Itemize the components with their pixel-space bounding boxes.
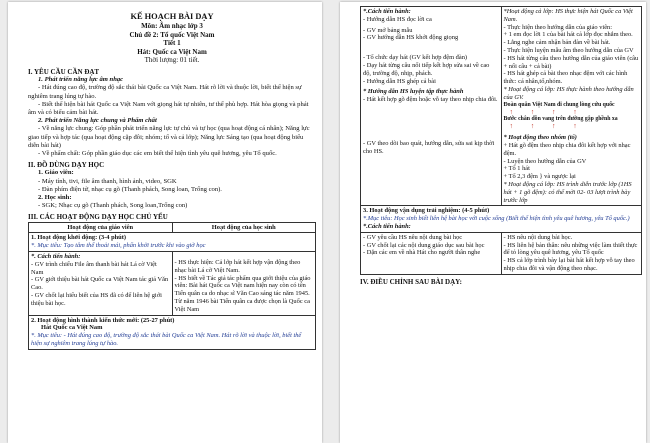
student-step: - HS hát từng câu theo hướng dẫn của giáo viên (câu + nối câu + cả bài) — [503, 54, 639, 70]
section-2-1-heading: 1. Giáo viên: — [38, 169, 74, 177]
table-header-row — [29, 222, 316, 233]
teacher-step: - GV trình chiếu File âm thanh bài hát Lá cờ Việt Nam — [31, 260, 157, 276]
page-left-content — [28, 12, 316, 350]
activities-table-left — [28, 222, 316, 350]
table-row — [29, 233, 316, 252]
student-step: + 1 em đọc lời 1 của bài hát cả lớp đọc nhắm theo. — [503, 31, 633, 39]
section-2-2-heading: 2. Học sinh: — [38, 194, 72, 202]
table-row — [361, 232, 642, 274]
col-header-teacher: Hoạt động của giáo viên — [29, 222, 173, 233]
section-1-1-heading: 1. Phát triển năng lực âm nhạc — [38, 76, 124, 84]
section-3-heading: III. CÁC HOẠT ĐỘNG DẠY HỌC CHỦ YẾU — [28, 213, 168, 222]
activity-1-header — [29, 233, 316, 252]
method-label: *.Cách tiến hành: — [363, 8, 411, 15]
teacher-step: - GV hướng dẫn HS khởi động giọng — [363, 34, 459, 42]
student-step: - HS biết về Tác giả tác phẩm qua giới thiệu của giáo viên: Bài hát Quốc ca Việt nam hiện nay còn có tên Tiến quân ca do nhạc sĩ Văn Cao sáng tác năm 1945. Từ năm 1946 bài Tiến quân ca được chọn là Quốc ca Việt Nam — [174, 274, 311, 313]
document-page-right — [340, 2, 646, 443]
beat-marks: ↑ ↑ ↑ ↑ — [509, 122, 585, 131]
lyric-line-1: Đoàn quân Việt Nam đi chung lòng cứu quốc — [503, 101, 615, 108]
student-step: - HS nêu nội dung bài học. — [503, 233, 573, 241]
student-step: + Tổ 1 hát — [503, 165, 530, 173]
paragraph: - Về phẩm chất: Góp phần giáo dục các em biết thể hiện tình yêu quê hương, yêu Tổ quốc. — [38, 150, 277, 157]
practice-label: * Hướng dẫn HS luyện tập thực hành — [363, 88, 464, 96]
method-label: *.Cách tiến hành: — [363, 222, 411, 230]
teacher-step: - Hát kết hợp gõ đệm hoặc vỗ tay theo nhịp chia đôi. — [363, 96, 498, 104]
student-step: - Luyện theo hướng dẫn của GV — [503, 157, 587, 165]
doc-subject: Môn: Âm nhạc lớp 3 — [141, 22, 203, 30]
teacher-step: - Dặn các em về nhà Hát cho người thân nghe — [363, 249, 481, 257]
student-step: - Thực hiện theo hướng dẫn của giáo viên: — [503, 23, 613, 31]
teacher-step: - Hướng dẫn HS ghép cả bài — [363, 77, 436, 85]
section-1-heading: I. YÊU CẦU CẦN ĐẠT — [28, 67, 100, 76]
paragraph: - Về năng lực chung: Góp phần phát triển năng lực tự chủ và tự học (qua hoạt động cá nhân); Năng lực giao tiếp và hợp tác (qua hoạt động cặp đôi; nhóm; tổ và cả lớp); Năng lực Sáng tạo (qua hoạt động biểu diễn bài hát) — [28, 125, 310, 149]
table-row — [361, 7, 642, 206]
teacher-step: - GV yêu cầu HS nêu nội dung bài học — [363, 233, 463, 241]
student-step: * Hoạt động cá lớp: HS thực hành theo hướng dẫn của GV. — [503, 85, 634, 101]
activity-3-title: 3. Hoạt động vận dụng trải nghiệm: (4-5 phút) — [363, 207, 490, 215]
section-4-heading: IV. ĐIỀU CHỈNH SAU BÀI DẠY: — [360, 277, 462, 286]
teacher-step: - GV giới thiệu bài hát Quốc ca Việt Nam tác giả Văn Cao. — [31, 276, 169, 292]
teacher-step: - GV chốt lại các nội dung giáo dục sau bài học — [363, 241, 485, 249]
teacher-step: - Tổ chức dạy hát (GV kết hợp đệm đàn) — [363, 54, 468, 62]
paragraph: - Đàn phím điện tử, nhạc cụ gõ (Thanh phách, Song loan, Trống con). — [38, 185, 222, 193]
paragraph: - Hát đúng cao độ, trường độ sắc thái bài Quốc ca Việt Nam. Hát rõ lời và thuộc lời, biết thể hiện sự nghiêm trang lúng tự hào. — [28, 84, 302, 100]
paragraph: - SGK; Nhạc cụ gõ (Thanh phách, Song loan,Trống con) — [38, 202, 188, 210]
paragraph: - Biết thể hiện bài hát Quốc ca Việt Nam với giọng hát tự nhiên, tư thế phù hợp. Hát hòa giọng và phát âm và có biểu cảm bài hát. — [28, 100, 309, 116]
table-row — [29, 315, 316, 349]
paragraph: - Máy tính, tivi, file âm thanh, hình ảnh, video, SGK — [38, 177, 177, 185]
student-step: - HS liên hệ bản thân: nêu những việc làm thiết thực để tỏ lòng yêu quê hương, yêu Tổ quốc — [503, 241, 638, 257]
activity-1-title: 1. Hoạt động khởi động: (3-4 phút) — [31, 234, 126, 242]
activity-2-header — [29, 315, 316, 349]
student-step: - HS cả lớp trình bày lại bài hát kết hợp vỗ tay theo nhịp chia đôi và vận động theo nhạc. — [503, 257, 635, 272]
page-right-content — [360, 6, 642, 286]
method-label: *. Cách tiến hành: — [31, 253, 81, 261]
teacher-cell — [29, 252, 173, 316]
student-step: - Lắng nghe cảm nhận bản đàn về bài hát. — [503, 39, 611, 47]
student-step: - HS hát ghép cả bài theo nhạc đệm với các hình thức: cá nhân,tổ,nhóm. — [503, 70, 628, 86]
doc-topic: Chủ đề 2: Tổ quốc Việt Nam — [129, 30, 215, 39]
activity-2-goal: *. Mục tiêu: - Hát đúng cao độ, trường độ sắc thái bài Quốc ca Việt Nam. Hát rõ lời và thuộc lời, biết thể hiện sự nghiêm trang lúng tự hào. — [31, 332, 302, 347]
doc-lesson: Tiết 1 — [163, 39, 181, 48]
student-cell — [501, 7, 642, 206]
doc-title: KẾ HOẠCH BÀI DẠY — [130, 12, 214, 21]
student-cell — [501, 232, 642, 274]
teacher-step: - Hướng dẫn HS đọc lời ca — [363, 15, 432, 23]
activity-1-goal: *. Mục tiêu: Tạo tâm thế thoải mái, phấn khởi trước khi vào giờ học — [31, 242, 206, 250]
section-2-heading: II. ĐỒ DÙNG DẠY HỌC — [28, 161, 105, 170]
student-step: + Tổ 2,3 đệm } và ngược lại — [503, 173, 576, 181]
student-step: - HS thực hiện: Cả lớp hát kết hợp vận động theo nhạc bài Lá cờ Việt Nam. — [174, 259, 301, 274]
student-step: - Thực hiện luyện mẫu âm theo hướng dẫn của GV — [503, 46, 634, 54]
col-header-student: Hoạt động của học sinh — [172, 222, 316, 233]
lyric-line-2: Bước chân dồn vang trên đường gập ghềnh xa — [503, 116, 618, 123]
activity-3-header — [361, 206, 642, 232]
student-step: *Hoạt động cả lớp: HS thực hiện hát Quốc ca Việt Nam. — [503, 8, 633, 23]
table-row — [29, 252, 316, 316]
doc-lesson-title: Hát: Quốc ca Việt Nam — [137, 47, 207, 56]
student-step: + Hát gõ đệm theo nhịp chia đôi kết hợp với nhạc đệm. — [503, 141, 631, 157]
activity-2-title: 2. Hoạt động hình thành kiến thức mới: (25-27 phút) — [31, 316, 175, 324]
teacher-cell — [361, 7, 502, 206]
student-step: * Hoạt động theo nhóm (tổ) — [503, 134, 577, 142]
student-cell — [172, 252, 316, 316]
beat-marks: ↑ ↑ ↑ ↑ — [509, 107, 585, 116]
document-page-left — [8, 2, 322, 443]
activities-table-right — [360, 6, 642, 275]
table-row — [361, 206, 642, 232]
teacher-step: - GV theo dõi bao quát, hướng dẫn, sửa sai kịp thời cho HS. — [363, 139, 495, 155]
teacher-cell — [361, 232, 502, 274]
activity-3-goal: *.Mục tiêu: Học sinh biết liên hệ bài học với cuộc sống (Biết thể hiện tình yêu quê hương, yêu Tổ quốc.) — [363, 215, 630, 223]
teacher-step: - GV mở bảng mẫu — [363, 26, 413, 34]
teacher-step: - GV chốt lại hiểu biết của HS đã có để liên hệ giới thiệu bài học. — [31, 292, 162, 307]
teacher-step: - Dạy hát từng câu nối tiếp kết hợp sửa sai về cao độ, trường độ, nhịp, phách. — [363, 61, 490, 77]
section-1-2-heading: 2. Phát triển Năng lực chung và Phẩm chất — [38, 117, 157, 125]
activity-2-subtitle: Hát Quốc ca Việt Nam — [41, 324, 103, 332]
student-step: * Hoạt động cá lớp: HS trình diễn trước lớp (1HS hát + 1 gõ đệm): có thể mời 02- 03 lượt trình bày trước lớp — [503, 180, 632, 204]
doc-duration: Thời lượng: 01 tiết. — [144, 56, 200, 65]
